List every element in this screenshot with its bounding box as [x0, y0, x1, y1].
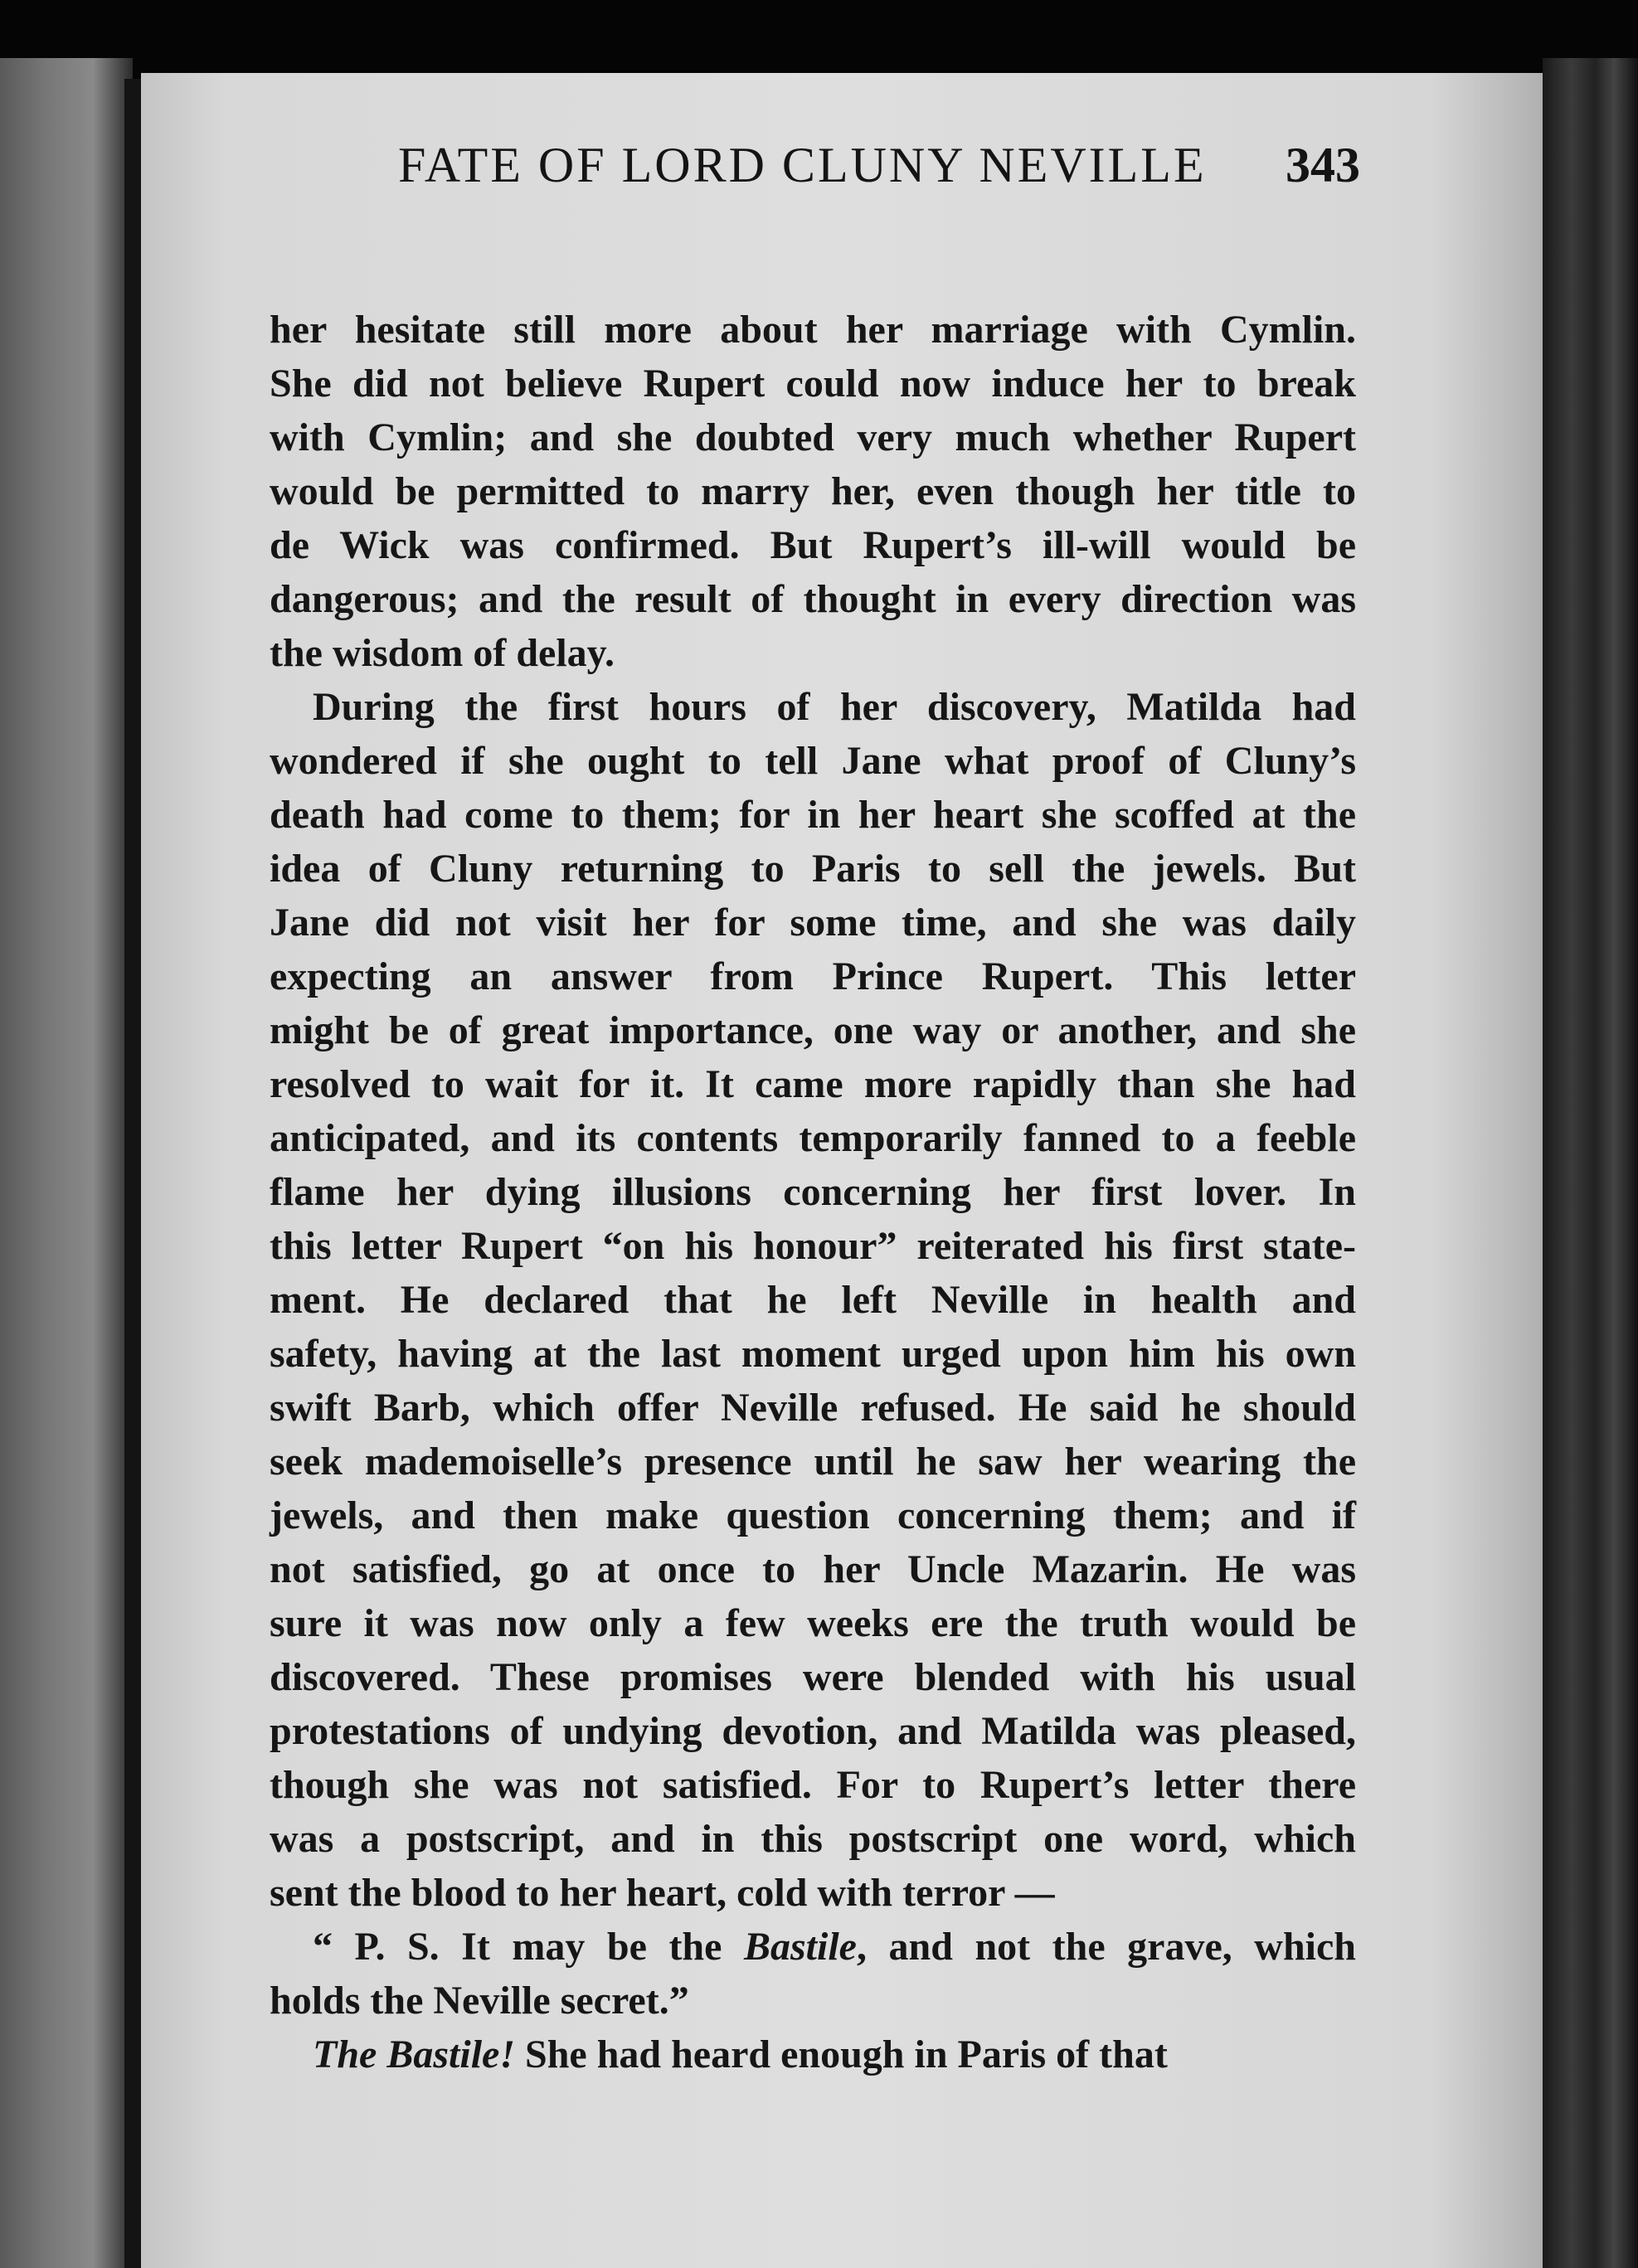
text-line: the wisdom of delay. [270, 631, 615, 675]
quote-open-text: “ P. S. It may be the [313, 1925, 744, 1969]
text-line: not satisfied, go at once to her Uncle Mazarin. He was [270, 1547, 1356, 1591]
text-line: swift Barb, which offer Neville refused. He said he should [270, 1386, 1356, 1430]
text-line: safety, having at the last moment urged upon him his own [270, 1332, 1356, 1376]
text-line: anticipated, and its contents temporarily fanned to a feeble [270, 1116, 1356, 1160]
text-line: sent the blood to her heart, cold with terror — [270, 1871, 1055, 1915]
text-line: her hesitate still more about her marriage with Cymlin. [270, 308, 1356, 352]
text-line: ment. He declared that he left Neville in health and [270, 1278, 1356, 1322]
quote-close-text: , and not the grave, which [856, 1925, 1356, 1969]
bastile-italic: The Bastile! [313, 2032, 516, 2076]
text-line [270, 2028, 1356, 2081]
page-header [257, 137, 1360, 228]
gutter-shadow [124, 79, 143, 2268]
text-line: discovered. These promises were blended with his usual [270, 1655, 1356, 1699]
text-line: might be of great importance, one way or another, and she [270, 1008, 1356, 1052]
postscript-quote [270, 1920, 1356, 2028]
running-head: FATE OF LORD CLUNY NEVILLE [398, 138, 1207, 192]
bastile-rest: She had heard enough in Paris of that [515, 2032, 1168, 2076]
text-line: was a postscript, and in this postscript one word, which [270, 1817, 1356, 1861]
text-line: During the first hours of her discovery, Matilda had [313, 685, 1356, 729]
paragraph-bastile [270, 2028, 1356, 2081]
text-line: though she was not satisfied. For to Rupert’s letter there [270, 1763, 1356, 1807]
paragraph-continued [270, 303, 1356, 680]
text-line: idea of Cluny returning to Paris to sell the jewels. But [270, 847, 1356, 891]
text-line: flame her dying illusions concerning her first lover. In [270, 1170, 1356, 1214]
text-line: Jane did not visit her for some time, and she was daily [270, 901, 1356, 945]
quote-italic-word: Bastile [743, 1925, 857, 1969]
text-line: jewels, and then make question concerning them; and if [270, 1493, 1356, 1537]
right-page-stack [1543, 58, 1638, 2268]
text-line: wondered if she ought to tell Jane what proof of Cluny’s [270, 739, 1356, 783]
text-line: with Cymlin; and she doubted very much whether Rupert [270, 415, 1356, 459]
text-line: dangerous; and the result of thought in every direction was [270, 577, 1356, 621]
scan-top-border [0, 0, 1638, 79]
quote-line: holds the Neville secret.” [270, 1979, 689, 2023]
text-line: de Wick was confirmed. But Rupert’s ill-will would be [270, 523, 1356, 567]
text-line: this letter Rupert “on his honour” reiterated his first state- [270, 1224, 1356, 1268]
text-line: seek mademoiselle’s presence until he saw her wearing the [270, 1440, 1356, 1484]
page-body [270, 303, 1356, 2081]
quote-line [270, 1920, 1356, 1974]
text-line: She did not believe Rupert could now induce her to break [270, 362, 1356, 406]
text-line: sure it was now only a few weeks ere the truth would be [270, 1601, 1356, 1645]
text-line: expecting an answer from Prince Rupert. This letter [270, 954, 1356, 998]
text-line: protestations of undying devotion, and Matilda was pleased, [270, 1709, 1356, 1753]
text-line: resolved to wait for it. It came more rapidly than she had [270, 1062, 1356, 1106]
left-page-edge [0, 58, 133, 2268]
page-number: 343 [1286, 138, 1360, 192]
text-line: would be permitted to marry her, even though her title to [270, 469, 1356, 513]
paragraph-discovery [270, 680, 1356, 1920]
text-line: death had come to them; for in her heart she scoffed at the [270, 793, 1356, 837]
